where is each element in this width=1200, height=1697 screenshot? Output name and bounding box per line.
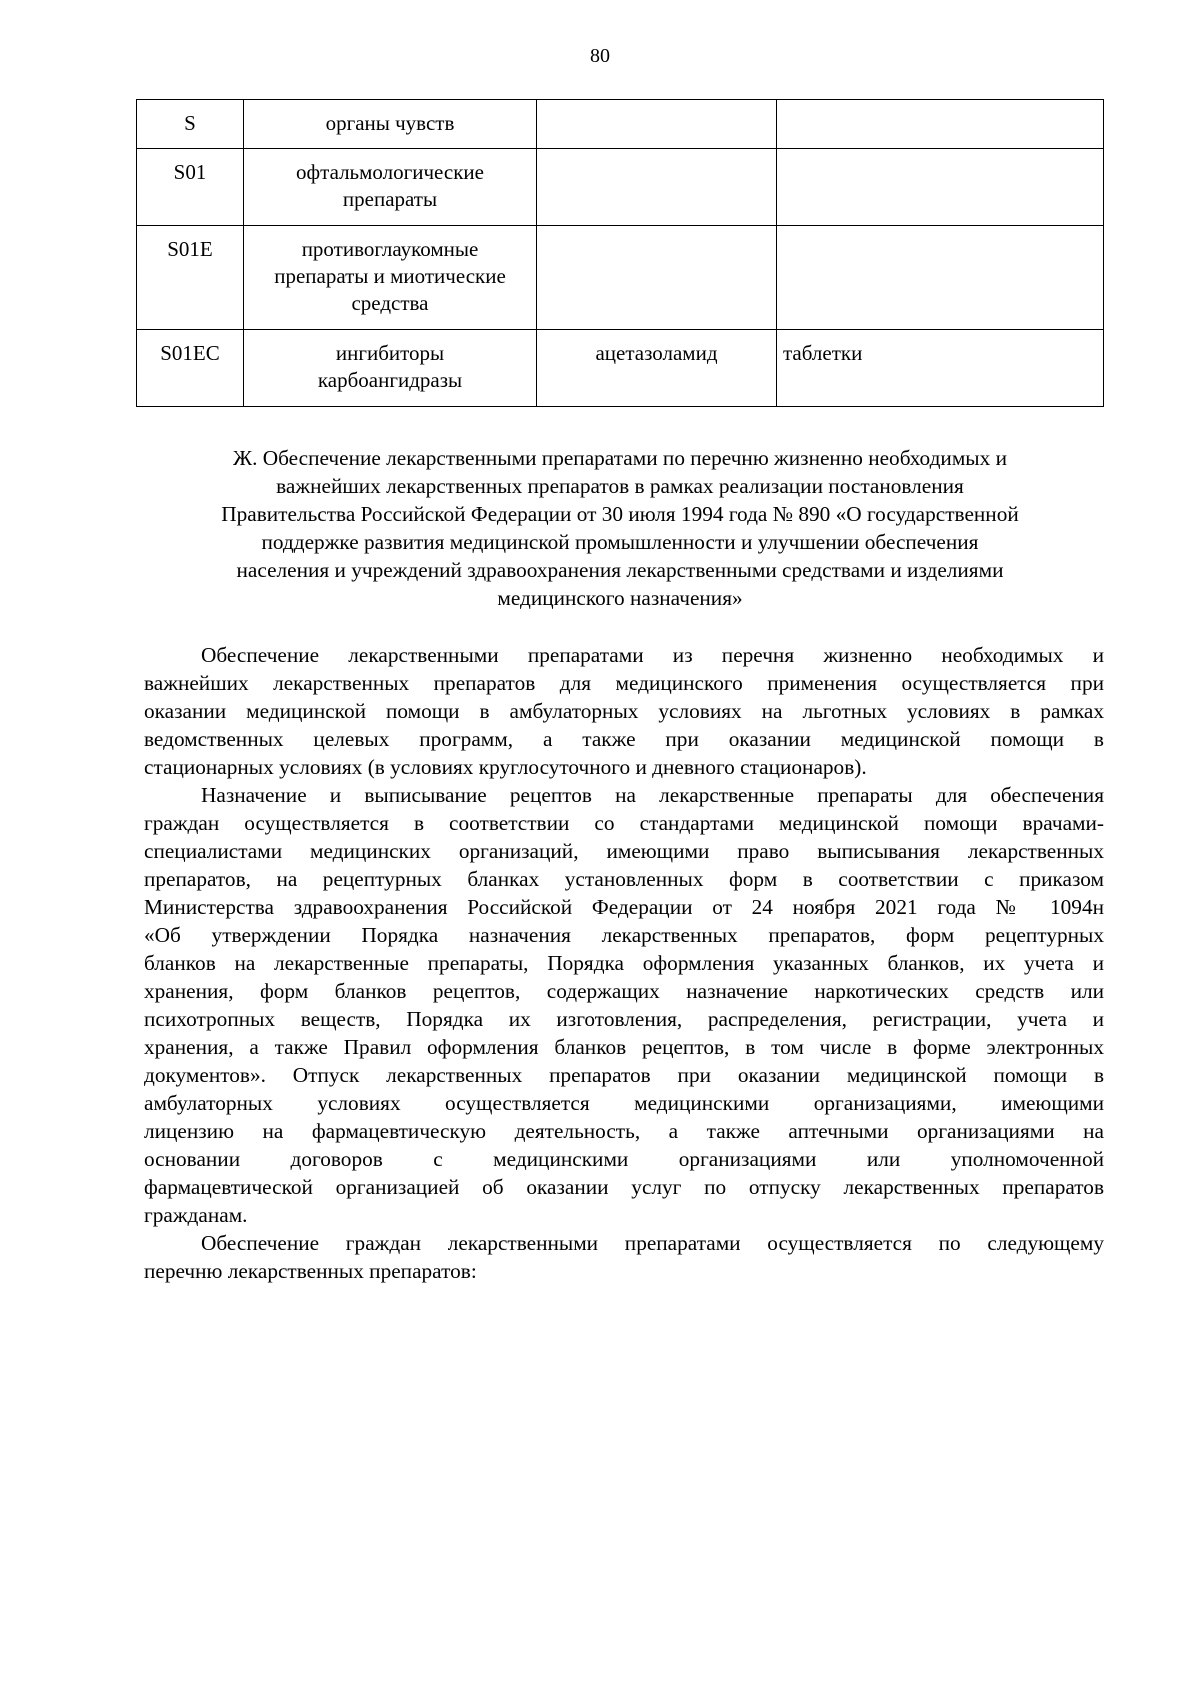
atc-code-cell: S xyxy=(137,100,244,149)
text-line: хранения, а также Правил оформления бланков рецептов, в том числе в форме электронных xyxy=(144,1035,1104,1059)
atc-code-cell: S01 xyxy=(137,149,244,226)
atc-group-line: препараты xyxy=(342,187,438,211)
text-line: Назначение и выписывание рецептов на лекарственные препараты для обеспечения xyxy=(201,783,1104,807)
text-line: оказании медицинской помощи в амбулаторных условиях на льготных условиях в рамках xyxy=(144,699,1104,723)
paragraph-2 xyxy=(144,781,1104,1229)
text-line: хранения, форм бланков рецептов, содержащих назначение наркотических средств или xyxy=(144,979,1104,1003)
drug-name-cell xyxy=(537,226,777,330)
atc-group-line: препараты и миотические xyxy=(274,264,506,288)
text-line: «Об утверждении Порядка назначения лекарственных препаратов, форм рецептурных xyxy=(144,923,1104,947)
text-line: бланков на лекарственные препараты, Порядка оформления указанных бланков, их учета и xyxy=(144,951,1104,975)
heading-line: Ж. Обеспечение лекарственными препаратами по перечню жизненно необходимых и xyxy=(233,446,1007,470)
atc-group-line: средства xyxy=(351,291,429,315)
text-line: психотропных веществ, Порядка их изготовления, распределения, регистрации, учета и xyxy=(144,1007,1104,1031)
text-line: лицензию на фармацевтическую деятельность, а также аптечными организациями на xyxy=(144,1119,1104,1143)
atc-group-cell xyxy=(244,149,537,226)
paragraph-3 xyxy=(144,1229,1104,1285)
atc-group-line: ингибиторы xyxy=(335,341,445,365)
text-line: амбулаторных условиях осуществляется медицинскими организациями, имеющими xyxy=(144,1091,1104,1115)
atc-group-line: противоглаукомные xyxy=(301,237,479,261)
drug-table xyxy=(136,99,1104,407)
text-line: Обеспечение граждан лекарственными препаратами осуществляется по следующему xyxy=(201,1231,1104,1255)
atc-group-line: офтальмологические xyxy=(296,160,484,184)
atc-group-line: карбоангидразы xyxy=(317,368,463,392)
atc-code-cell: S01EC xyxy=(137,330,244,407)
text-line: граждан осуществляется в соответствии со стандартами медицинской помощи врачами- xyxy=(144,811,1104,835)
text-line: гражданам. xyxy=(144,1203,248,1227)
text-line: перечню лекарственных препаратов: xyxy=(144,1259,477,1283)
atc-group-cell xyxy=(244,226,537,330)
page-number: 80 xyxy=(590,45,610,67)
atc-code-cell: S01E xyxy=(137,226,244,330)
heading-line: важнейших лекарственных препаратов в рамках реализации постановления xyxy=(276,474,964,498)
atc-group-cell xyxy=(244,330,537,407)
dosage-form-cell: таблетки xyxy=(777,330,1104,407)
atc-group-cell: органы чувств xyxy=(244,100,537,149)
dosage-form-cell xyxy=(777,226,1104,330)
paragraph-1 xyxy=(144,641,1104,781)
dosage-form-cell xyxy=(777,100,1104,149)
text-line: основании договоров с медицинскими организациями или уполномоченной xyxy=(144,1147,1104,1171)
text-line: препаратов, на рецептурных бланках установленных форм в соответствии с приказом xyxy=(144,867,1104,891)
text-line: фармацевтической организацией об оказании услуг по отпуску лекарственных препаратов xyxy=(144,1175,1104,1199)
heading-line: поддержке развития медицинской промышленности и улучшении обеспечения xyxy=(261,530,979,554)
heading-line: медицинского назначения» xyxy=(497,586,743,610)
body-text xyxy=(144,641,1104,1285)
table-row xyxy=(137,226,1104,330)
drug-name-cell xyxy=(537,149,777,226)
table-row xyxy=(137,149,1104,226)
text-line: документов». Отпуск лекарственных препаратов при оказании медицинской помощи в xyxy=(144,1063,1104,1087)
heading-line: населения и учреждений здравоохранения лекарственными средствами и изделиями xyxy=(236,558,1004,582)
heading-line: Правительства Российской Федерации от 30 июля 1994 года № 890 «О государственной xyxy=(221,502,1019,526)
table-row xyxy=(137,330,1104,407)
table-row xyxy=(137,100,1104,149)
text-line: ведомственных целевых программ, а также при оказании медицинской помощи в xyxy=(144,727,1104,751)
text-line: Обеспечение лекарственными препаратами из перечня жизненно необходимых и xyxy=(201,643,1104,667)
section-heading xyxy=(150,444,1090,612)
text-line: Министерства здравоохранения Российской Федерации от 24 ноября 2021 года № 1094н xyxy=(144,895,1104,919)
text-line: стационарных условиях (в условиях круглосуточного и дневного стационаров). xyxy=(144,755,867,779)
dosage-form-cell xyxy=(777,149,1104,226)
text-line: важнейших лекарственных препаратов для медицинского применения осуществляется при xyxy=(144,671,1104,695)
drug-name-cell: ацетазоламид xyxy=(537,330,777,407)
drug-name-cell xyxy=(537,100,777,149)
text-line: специалистами медицинских организаций, имеющими право выписывания лекарственных xyxy=(144,839,1104,863)
